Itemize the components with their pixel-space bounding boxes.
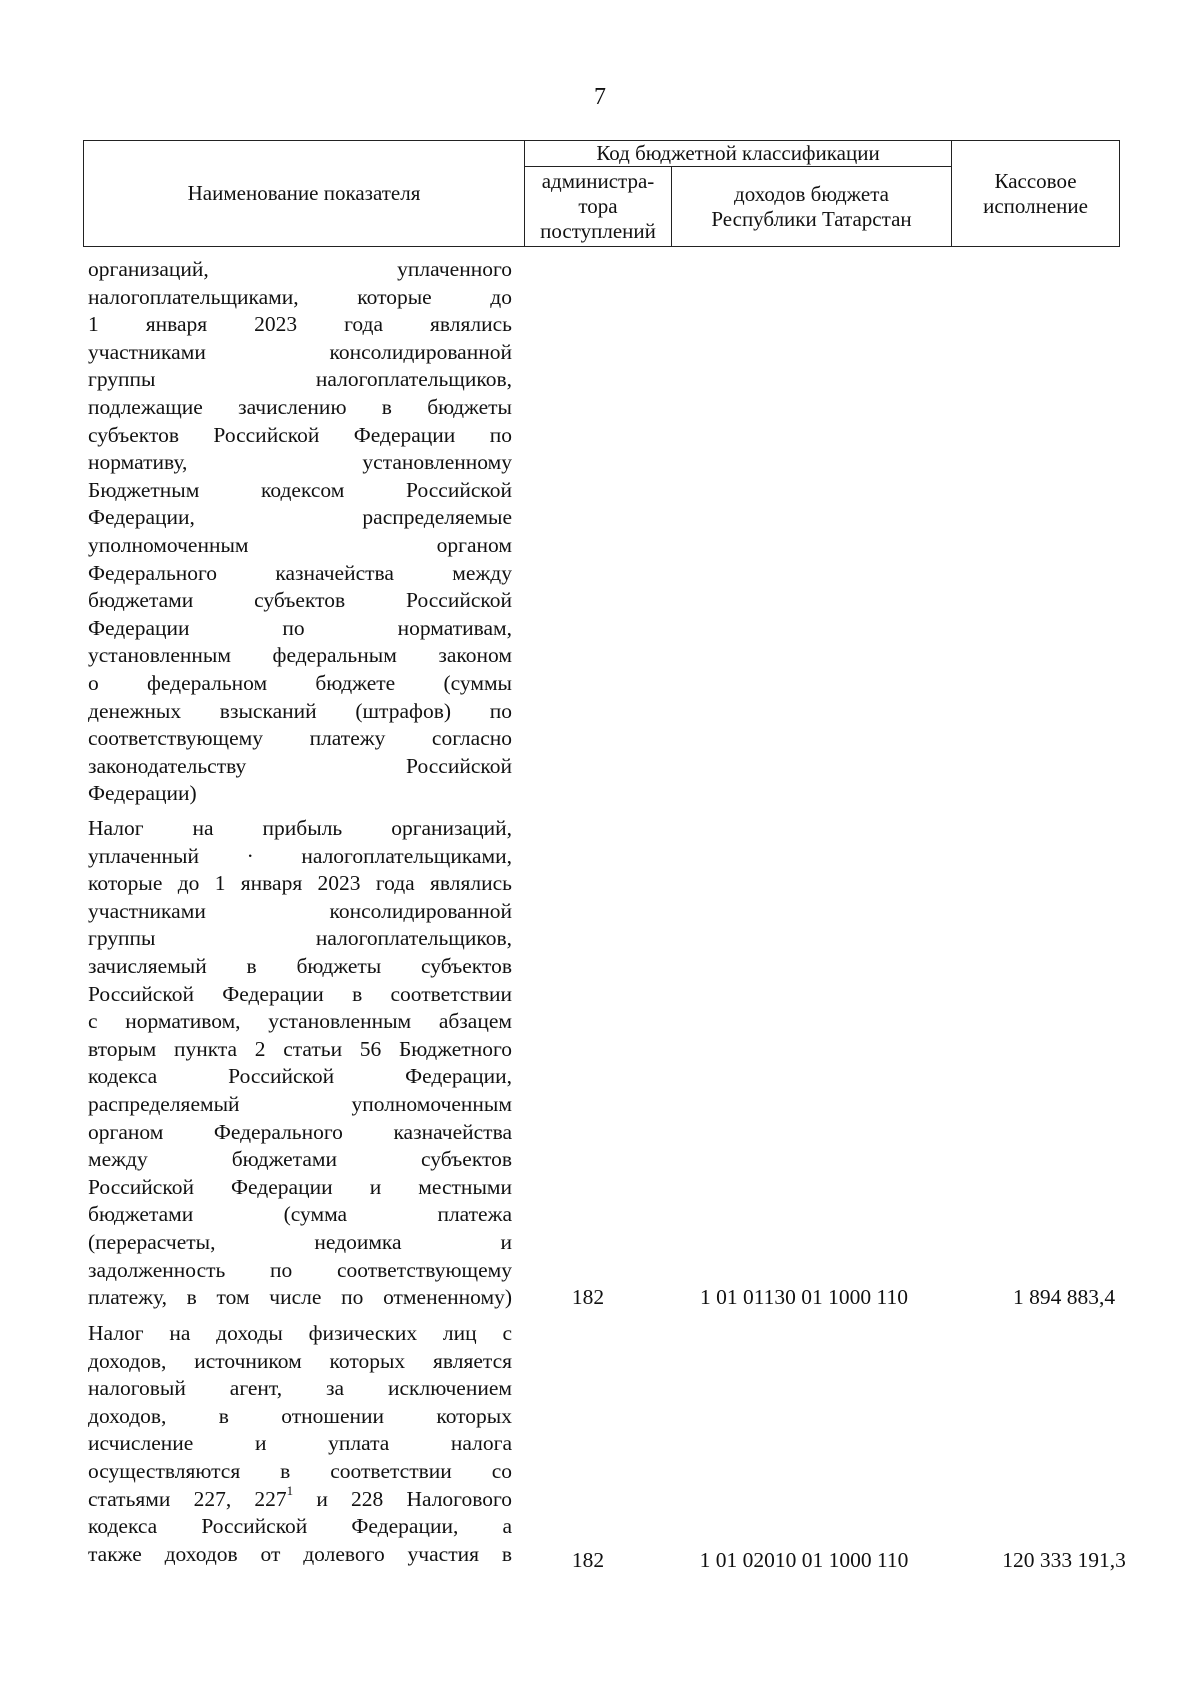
header-budget-classification: Код бюджетной классификации [525,141,952,167]
page-number: 7 [594,84,606,110]
header-admin-column: администра- тора поступлений [525,167,672,247]
indicator-name: организаций, уплаченного налогоплательщиками, которые до 1 января 2023 года являлись участниками консолидированной группы налогоплательщиков, подлежащие зачислению в бюджеты субъектов Российской Федерации по нормативу, установленному Бюджетным кодексом Российской Федерации, распределяемые уполномоченным органом Федерального казначейства между бюджетами субъектов Российской Федерации по нормативам, установленным федеральным законом о федеральном бюджете (суммы денежных взысканий (штрафов) по соответствующему платежу согласно законодательству Российской Федерации) [88,257,512,806]
header-name-column: Наименование показателя [84,141,525,247]
admin-code: 182 [571,1285,605,1309]
name-line-with-superscript: статьями 227, $227^1$ и 228 Налогового [88,1483,512,1511]
header-amount-column: Кассовое исполнение [952,141,1120,247]
admin-code: 182 [571,1548,605,1572]
indicator-name: Налог на доходы физических лиц с доходов, источником которых является налоговый агент, за исключением доходов, в отношении которых исчисление и уплата налога осуществляются в соответствии со статьями 227, $227^1$ и 228 Налогового кодекса Российской Федерации, а также доходов от долевого участия в [88,1321,512,1566]
amount-value: 120 333 191,3 [1002,1548,1126,1572]
indicator-name: Налог на прибыль организаций, уплаченный · налогоплательщиками, которые до 1 января 2023 года являлись участниками консолидированной группы налогоплательщиков, зачисляемый в бюджеты субъектов Российской Федерации в соответствии с нормативом, установленным абзацем вторым пункта 2 статьи 56 Бюджетного кодекса Российской Федерации, распределяемый уполномоченным органом Федерального казначейства между бюджетами субъектов Российской Федерации и местными бюджетами (сумма платежа (перерасчеты, недоимка и задолженность по соответствующему платежу, в том числе по отмененному) [88,816,512,1310]
revenue-code: 1 01 01130 01 1000 110 [699,1285,909,1309]
revenue-code: 1 01 02010 01 1000 110 [699,1548,909,1572]
table-header [83,140,1120,247]
header-revenue-code-column: доходов бюджета Республики Татарстан [672,167,952,247]
amount-value: 1 894 883,4 [1012,1285,1116,1309]
